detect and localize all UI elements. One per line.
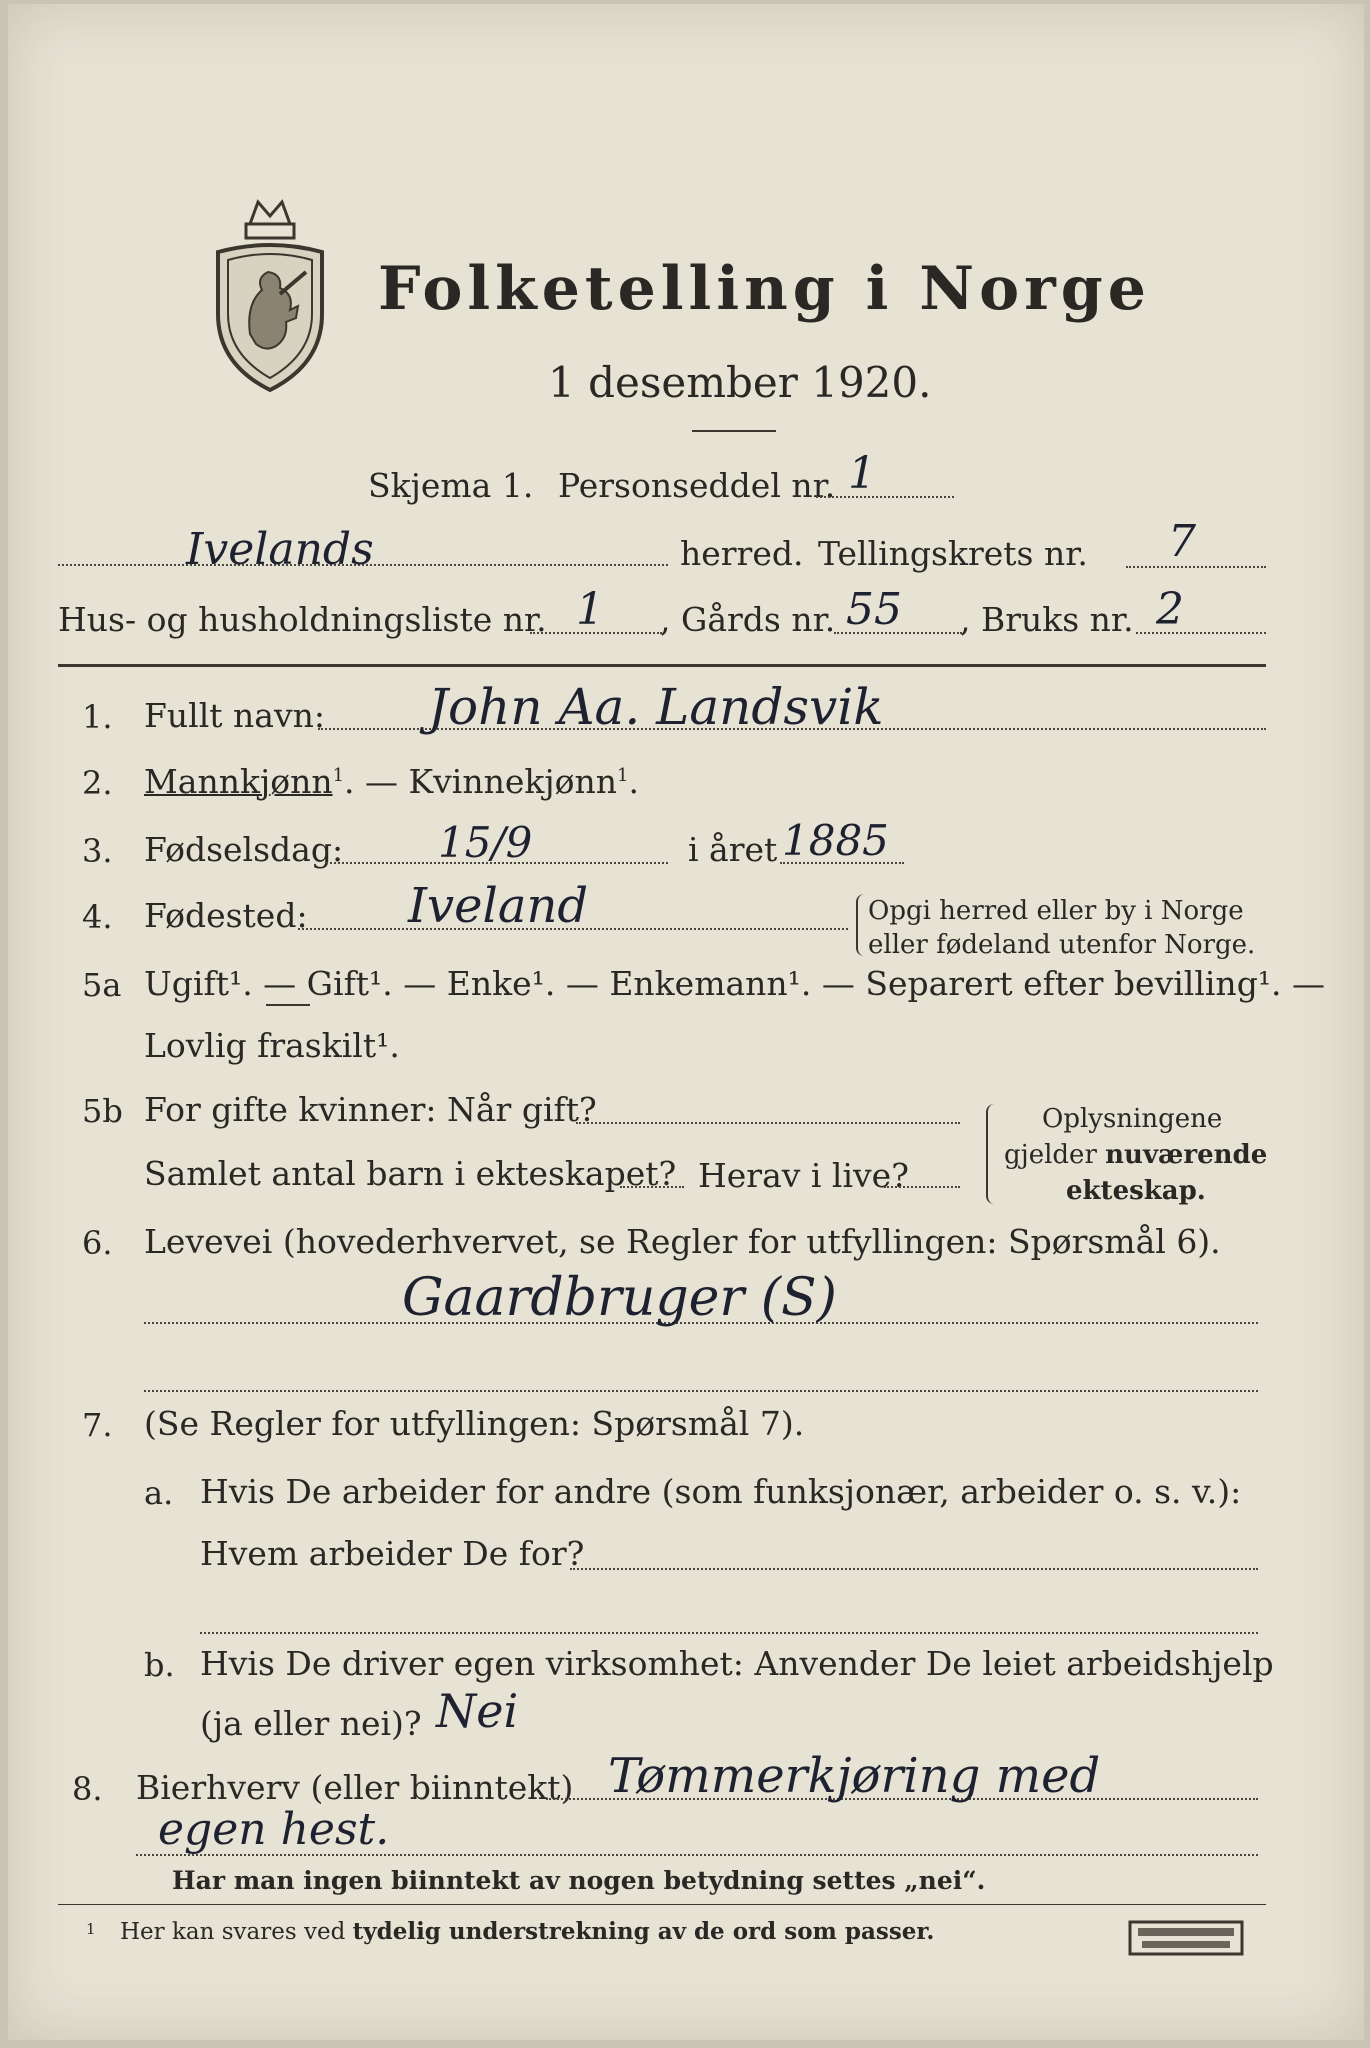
header-divider: [58, 664, 1266, 667]
herred-value: Ivelands: [186, 524, 374, 575]
q7b-letter: b.: [144, 1646, 175, 1684]
q5b-alive-line: [884, 1186, 960, 1188]
q5a-gift-underline: [266, 1004, 310, 1006]
q3-year-value: 1885: [782, 816, 889, 865]
title-divider: [692, 430, 776, 432]
q5a-line-2: Lovlig fraskilt¹.: [144, 1026, 400, 1065]
q1-label: Fullt navn:: [144, 696, 325, 735]
footnote-text: [120, 1918, 934, 1945]
q5a-line-1: Ugift¹. — Gift¹. — Enke¹. — Enkemann¹. — Separert efter bevilling¹. —: [144, 964, 1326, 1003]
q5b-note-3: ekteskap.: [1066, 1176, 1206, 1206]
q6-line-2: [144, 1390, 1258, 1392]
q3-label: Fødselsdag:: [144, 830, 344, 869]
q7a-letter: a.: [144, 1474, 174, 1512]
q3-year-label: i året: [688, 830, 778, 869]
q8-note: Har man ingen biinntekt av nogen betydning settes „nei“.: [172, 1866, 986, 1895]
q2-number: 2.: [82, 764, 113, 802]
q7a-line: [570, 1568, 1258, 1570]
printer-stamp-icon: [1128, 1920, 1244, 1956]
personseddel-label: Personseddel nr.: [558, 466, 836, 505]
q1-number: 1.: [82, 698, 113, 736]
q2-mann: Mannkjønn: [144, 762, 333, 801]
q6-label: Levevei (hovederhvervet, se Regler for utfyllingen: Spørsmål 6).: [144, 1222, 1221, 1261]
coat-of-arms-icon: [210, 194, 330, 394]
census-date: 1 desember 1920.: [548, 358, 932, 407]
tellingskrets-label: Tellingskrets nr.: [818, 534, 1088, 573]
q4-value: Iveland: [408, 878, 589, 934]
gards-label: , Gårds nr.: [660, 600, 836, 639]
q7a-line-2: Hvem arbeider De for?: [200, 1534, 585, 1573]
q8-label: Bierhverv (eller biinntekt): [136, 1768, 574, 1807]
q8-value-2: egen hest.: [158, 1804, 390, 1855]
q1-value: John Aa. Landsvik: [428, 678, 884, 736]
q7-label: (Se Regler for utfyllingen: Spørsmål 7).: [144, 1404, 805, 1443]
q5b-note-2: [1004, 1140, 1267, 1170]
herred-label: herred.: [680, 534, 804, 573]
q7b-value: Nei: [436, 1684, 519, 1738]
q4-label: Fødested:: [144, 896, 308, 935]
q5a-number: 5a: [82, 966, 122, 1004]
q5b-alive-label: Herav i live?: [698, 1156, 909, 1195]
q2-sep: . —: [344, 762, 409, 801]
tellingskrets-line: [1126, 566, 1266, 568]
q4-number: 4.: [82, 898, 113, 936]
q5b-married-line: [576, 1122, 960, 1124]
q7a-line-extra: [200, 1632, 1258, 1634]
hus-label: Hus- og husholdningsliste nr.: [58, 600, 547, 639]
gards-value: 55: [846, 584, 902, 635]
q6-value: Gaardbruger (S): [402, 1268, 837, 1328]
q5b-note-2a: gjelder: [1004, 1140, 1106, 1170]
q5b-note-2b: nuværende: [1105, 1140, 1268, 1170]
q3-value: 15/9: [438, 818, 533, 867]
q7b-line-2: (ja eller nei)?: [200, 1704, 422, 1743]
q4-brace: [856, 894, 868, 956]
q8-number: 8.: [72, 1770, 103, 1808]
q5b-brace: [986, 1104, 998, 1204]
q5b-children-label: Samlet antal barn i ekteskapet?: [144, 1154, 677, 1193]
personseddel-value: 1: [848, 448, 876, 499]
q2-end: .: [628, 762, 639, 801]
footnote-text-a: Her kan svares ved: [120, 1919, 353, 1945]
bruks-label: , Bruks nr.: [960, 600, 1134, 639]
q7b-line-1: Hvis De driver egen virksomhet: Anvender De leiet arbeidshjelp: [200, 1644, 1274, 1683]
schema-label: Skjema 1.: [368, 466, 534, 505]
q5b-children-line: [620, 1186, 684, 1188]
personseddel-line: [816, 496, 954, 498]
q5b-line-1: For gifte kvinner: Når gift?: [144, 1090, 597, 1129]
census-form: [8, 4, 1364, 2040]
q5b-note-1: Oplysningene: [1042, 1104, 1223, 1134]
q8-value-1: Tømmerkjøring med: [608, 1748, 1101, 1804]
footnote-text-b: tydelig understrekning av de ord som passer.: [352, 1918, 935, 1945]
bruks-value: 2: [1156, 584, 1184, 635]
q6-number: 6.: [82, 1224, 113, 1262]
hus-value: 1: [576, 584, 604, 635]
q4-note-2: eller fødeland utenfor Norge.: [868, 930, 1256, 960]
q2-kvinne: Kvinnekjønn: [408, 762, 618, 801]
page-title: Folketelling i Norge: [378, 254, 1151, 324]
q7-number: 7.: [82, 1406, 113, 1444]
footnote-divider: [58, 1904, 1266, 1905]
q2-sup: 1: [332, 765, 345, 786]
q3-number: 3.: [82, 832, 113, 870]
q5b-number: 5b: [82, 1092, 123, 1130]
q7a-line-1: Hvis De arbeider for andre (som funksjonær, arbeider o. s. v.):: [200, 1472, 1242, 1511]
footnote-marker: 1: [86, 1920, 96, 1938]
tellingskrets-value: 7: [1168, 516, 1196, 567]
q4-note-1: Opgi herred eller by i Norge: [868, 896, 1244, 926]
q2-options: Mannkjønn$^1$. — Kvinnekjønn$^1$.: [144, 762, 639, 801]
